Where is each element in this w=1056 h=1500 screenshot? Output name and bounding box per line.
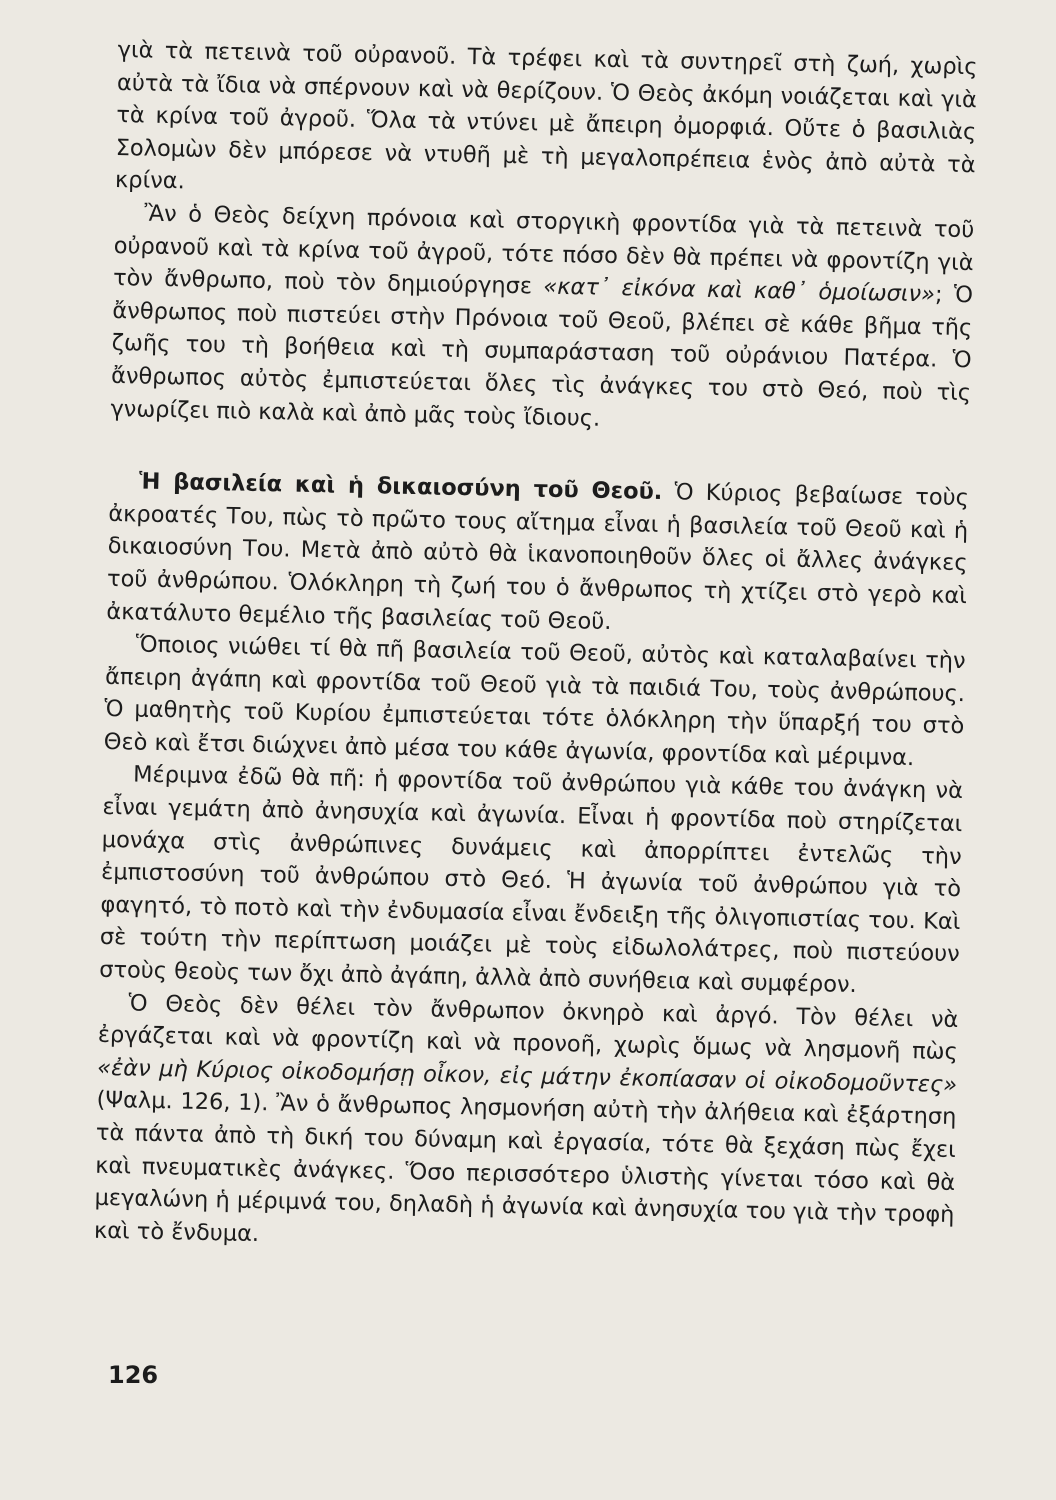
section-heading: Ἡ βασιλεία καὶ ἡ δικαιοσύνη τοῦ Θεοῦ. bbox=[138, 468, 663, 506]
quote-kat-eikona: «κατ᾽ εἰκόνα καὶ καθ᾽ ὁμοίωσιν» bbox=[543, 273, 936, 308]
paragraph-5: Μέριμνα ἐδῶ θὰ πῆ: ἡ φροντίδα τοῦ ἀνθρώπου γιὰ κάθε του ἀνάγκη νὰ εἶναι γεμάτη ἀπὸ ἀνησυχία καὶ ἀγωνία. Εἶναι ἡ φροντίδα ποὺ στηρίζεται μονάχα στὶς ἀνθρώπινες δυνάμεις καὶ ἀπορρίπτει ἐντελῶς τὴν ἐμπιστοσύνη τοῦ ἀνθρώπου στὸ Θεό. Ἡ ἀγωνία τοῦ ἀνθρώπου γιὰ τὸ φαγητό, τὸ ποτὸ καὶ τὴν ἐνδυμασία εἶναι ἔνδειξη τῆς ὀλιγοπιστίας του. Καὶ σὲ τούτη τὴν περίπτωση μοιάζει μὲ τοὺς εἰδωλολάτρες, ποὺ πιστεύουν στοὺς θεοὺς των ὄχι ἀπὸ ἀγάπη, ἀλλὰ ἀπὸ συνήθεια καὶ συμφέρον. bbox=[98, 761, 964, 999]
paragraph-1: γιὰ τὰ πετεινὰ τοῦ οὐρανοῦ. Τὰ τρέφει καὶ τὰ συντηρεῖ στὴ ζωή, χωρὶς αὐτὰ τὰ ἴδια νὰ σπέρνουν καὶ νὰ θερίζουν. Ὁ Θεὸς ἀκόμη νοιάζεται καὶ γιὰ τὰ κρίνα τοῦ ἀγροῦ. Ὅλα τὰ ντύνει μὲ ἄπειρη ὀμορφιά. Οὔτε ὁ βασιλιὰς Σολομὼν δὲν μπόρεσε νὰ ντυθῆ μὲ τὴ μεγαλοπρέπεια ἑνὸς ἀπὸ αὐτὰ τὰ κρίνα. bbox=[114, 36, 978, 195]
paragraph-3: Ἡ βασιλεία καὶ ἡ δικαιοσύνη τοῦ Θεοῦ. Ὁ Κύριος βεβαίωσε τοὺς ἀκροατές Του, πὼς τὸ πρῶτο τους αἴτημα εἶναι ἡ βασιλεία τοῦ Θεοῦ καὶ ἡ δικαιοσύνη Του. Μετὰ ἀπὸ αὐτὸ θὰ ἱκανοποιηθοῦν ὅλες οἱ ἄλλες ἀνάγκες τοῦ ἀνθρώπου. Ὁλόκληρη τὴ ζωή του ὁ ἄνθρωπος τὴ χτίζει στὸ γερὸ καὶ ἀκατάλυτο θεμέλιο τῆς βασιλείας τοῦ Θεοῦ. bbox=[106, 468, 970, 635]
page-number: 126 bbox=[108, 1361, 159, 1389]
paragraph-4: Ὅποιος νιώθει τί θὰ πῆ βασιλεία τοῦ Θεοῦ, αὐτὸς καὶ καταλαβαίνει τὴν ἄπειρη ἀγάπη καὶ φροντίδα τοῦ Θεοῦ γιὰ τὰ παιδιά Του, τοὺς ἀνθρώπους. Ὁ μαθητὴς τοῦ Κυρίου ἐμπιστεύεται τότε ὁλόκληρη τὴν ὕπαρξή του στὸ Θεὸ καὶ ἔτσι διώχνει ἀπὸ μέσα του κάθε ἀγωνία, φροντίδα καὶ μέριμνα. bbox=[103, 631, 966, 771]
paragraph-2: Ἂν ὁ Θεὸς δείχνη πρόνοια καὶ στοργικὴ φροντίδα γιὰ τὰ πετεινὰ τοῦ οὐρανοῦ καὶ τὰ κρίνα τοῦ ἀγροῦ, τότε πόσο δὲν θὰ πρέπει νὰ φροντίζη γιὰ τὸν ἄνθρωπο, ποὺ τὸν δημιούργησε «κατ᾽ εἰκόνα καὶ καθ᾽ ὁμοίωσιν»; Ὁ ἄνθρωπος ποὺ πιστεύει στὴν Πρόνοια τοῦ Θεοῦ, βλέπει σὲ κάθε βῆμα τῆς ζωῆς του τὴ βοήθεια καὶ τὴ συμπαράσταση τοῦ οὐράνιου Πατέρα. Ὁ ἄνθρωπος αὐτὸς ἐμπιστεύεται ὅλες τὶς ἀνάγκες του στὸ Θεό, ποὺ τὶς γνωρίζει πιὸ καλὰ καὶ ἀπὸ μᾶς τοὺς ἴδιους. bbox=[110, 200, 975, 432]
paragraph-6: Ὁ Θεὸς δὲν θέλει τὸν ἄνθρωπον ὀκνηρὸ καὶ ἀργό. Τὸν θέλει νὰ ἐργάζεται καὶ νὰ φροντίζη καὶ νὰ προνοῆ, χωρὶς ὅμως νὰ λησμονῆ πὼς «ἐὰν μὴ Κύριος οἰκοδομήσῃ οἶκον, εἰς μάτην ἐκοπίασαν οἱ οἰκοδομοῦντες» (Ψαλμ. 126, 1). Ἂν ὁ ἄνθρωπος λησμονήση αὐτὴ τὴν ἀλήθεια καὶ ἐξάρτηση τὰ πάντα ἀπὸ τὴ δική του δύναμη καὶ ἐργασία, τότε θὰ ξεχάση πὼς ἔχει καὶ πνευματικὲς ἀνάγκες. Ὅσο περισσότερο ὑλιστὴς γίνεται τόσο καὶ θὰ μεγαλώνη ἡ μέριμνά του, δηλαδὴ ἡ ἀγωνία καὶ ἀνησυχία του γιὰ τὴν τροφὴ καὶ τὸ ἔνδυμα. bbox=[93, 990, 959, 1247]
body-text bbox=[94, 34, 978, 1264]
quote-psalm: «ἐὰν μὴ Κύριος οἰκοδομήσῃ οἶκον, εἰς μάτην ἐκοπίασαν οἱ οἰκοδομοῦντες» bbox=[96, 1054, 958, 1098]
